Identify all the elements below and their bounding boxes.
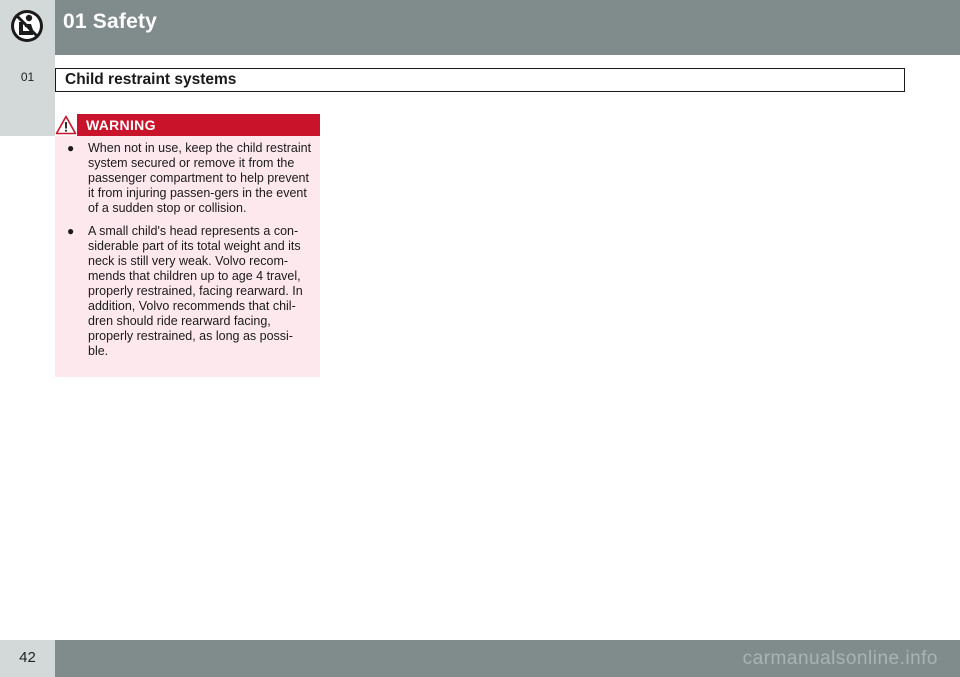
warning-icon-wrap — [55, 114, 77, 136]
warning-item-text: A small child's head represents a con-siderable part of its total weight and its neck is still very weak. Volvo recom-mends that children up to age 4 travel, properly restrained, facing rearward. In addition, Volvo recommends that chil-dren should ride rearward facing, properly restrained, as long as possi-ble. — [88, 224, 303, 358]
warning-title: WARNING — [86, 117, 156, 133]
watermark: carmanualsonline.info — [742, 648, 938, 669]
page-number: 42 — [19, 649, 36, 666]
list-item — [55, 224, 320, 359]
footer-bar — [55, 640, 960, 677]
list-item — [55, 141, 320, 216]
warning-box — [55, 114, 320, 377]
warning-item-text: When not in use, keep the child restraint system secured or remove it from the passenger compartment to help prevent it from injuring passen-gers in the event of a sudden stop or collision. — [88, 141, 312, 215]
bullet-icon: ● — [67, 224, 75, 238]
section-title: Child restraint systems — [65, 71, 237, 88]
header-bar — [55, 0, 960, 55]
section-title-box — [55, 68, 905, 92]
warning-header — [55, 114, 320, 136]
warning-triangle-icon — [55, 114, 77, 136]
warning-list — [55, 141, 320, 367]
chapter-title: 01 Safety — [63, 10, 158, 33]
chapter-side-tab — [0, 55, 55, 136]
chapter-tab-label: 01 — [20, 70, 35, 84]
child-seat-icon — [0, 0, 55, 55]
header-icon-box — [0, 0, 55, 55]
bullet-icon: ● — [67, 141, 75, 155]
footer-page-box — [0, 640, 55, 677]
